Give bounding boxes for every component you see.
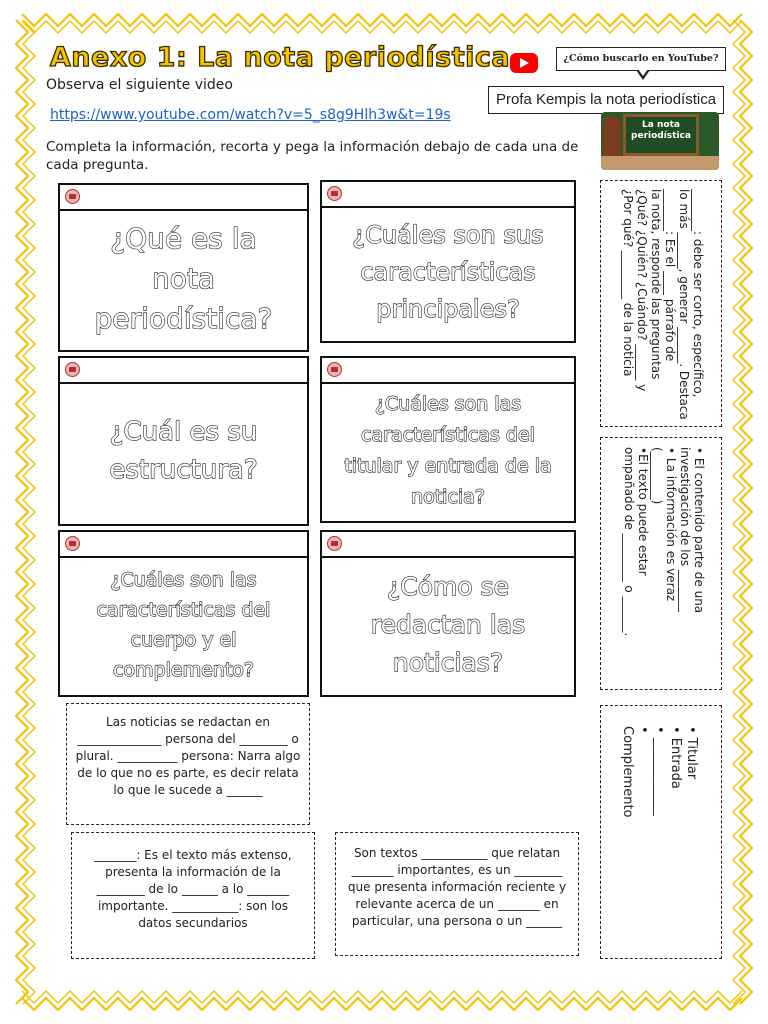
- question-text: ¿Cuáles son las características del cuerpo y el complemento?: [96, 568, 271, 681]
- page-title: Anexo 1: La nota periodística: [49, 42, 511, 73]
- cutout-definicion: Son textos ___________ que relatan _______ importantes, es un ________ que presenta información reciente y relevante acerca de un _______ en particular, una persona o un ______: [335, 832, 579, 956]
- scissors-icon: [65, 536, 80, 551]
- video-thumbnail[interactable]: [601, 112, 719, 170]
- chalkboard: [623, 114, 699, 156]
- question-card-3: [58, 356, 309, 526]
- cutout-caracteristicas: • El contenido parte de una investigación de los _______ • La información es veraz (________) •El texto puede estar ompañado de ________ o ______.: [600, 437, 722, 690]
- question-card-2: [320, 180, 576, 343]
- question-text: ¿Cuáles son las características del titular y entrada de la noticia?: [344, 392, 552, 508]
- question-card-6: [320, 530, 576, 697]
- scissors-icon: [65, 362, 80, 377]
- question-card-4: [320, 356, 576, 523]
- scissors-icon: [65, 189, 80, 204]
- question-text: ¿Cuáles son sus características principales?: [352, 221, 544, 323]
- question-text: ¿Cómo se redactan las noticias?: [370, 571, 526, 677]
- question-card-5: [58, 530, 309, 697]
- cutout-cuerpo-complemento: _______: Es el texto más extenso, presenta la información de la ________ de lo ______ a lo _______ importante. ___________: son los datos secundarios: [71, 832, 315, 959]
- question-text: ¿Cuál es su estructura?: [109, 417, 258, 485]
- cutout-redaccion: Las noticias se redactan en ______________ persona del ________ o plural. __________ persona: Narra algo de lo que no es parte, es decir relata lo que le sucede a ______: [66, 703, 310, 825]
- question-text: ¿Qué es la nota periodística?: [94, 221, 273, 335]
- scissors-icon: [327, 536, 342, 551]
- question-card-1: [58, 183, 309, 352]
- cutout-estructura: • Titular • Entrada • ____________ • Complemento: [600, 705, 722, 959]
- cutout-titular-entrada: _______: debe ser corto, específico, lo más ______, generar ______. Destaca _______: Es el ____ párrafo de la nota, responde las preguntas ¿Qué? ¿Quién? ¿Cuándo? ______ y ¿Por qué? ________ de la noticia: [600, 180, 722, 427]
- intro-text: Observa el siguiente video: [46, 77, 233, 93]
- youtube-link[interactable]: https://www.youtube.com/watch?v=5_s8g9Hlh3w&t=19s: [50, 107, 451, 123]
- teacher-figure: [603, 116, 621, 158]
- scissors-icon: [327, 186, 342, 201]
- youtube-search-box: Profa Kempis la nota periodística: [488, 86, 724, 114]
- youtube-hint-bubble: ¿Cómo buscarlo en YouTube?: [556, 47, 726, 71]
- instructions-text: Completa la información, recorta y pega la información debajo de cada una de cada pregunta.: [46, 139, 579, 173]
- scissors-icon: [327, 362, 342, 377]
- youtube-logo-icon: [510, 53, 538, 73]
- thumbnail-title: La nota periodística: [631, 120, 691, 141]
